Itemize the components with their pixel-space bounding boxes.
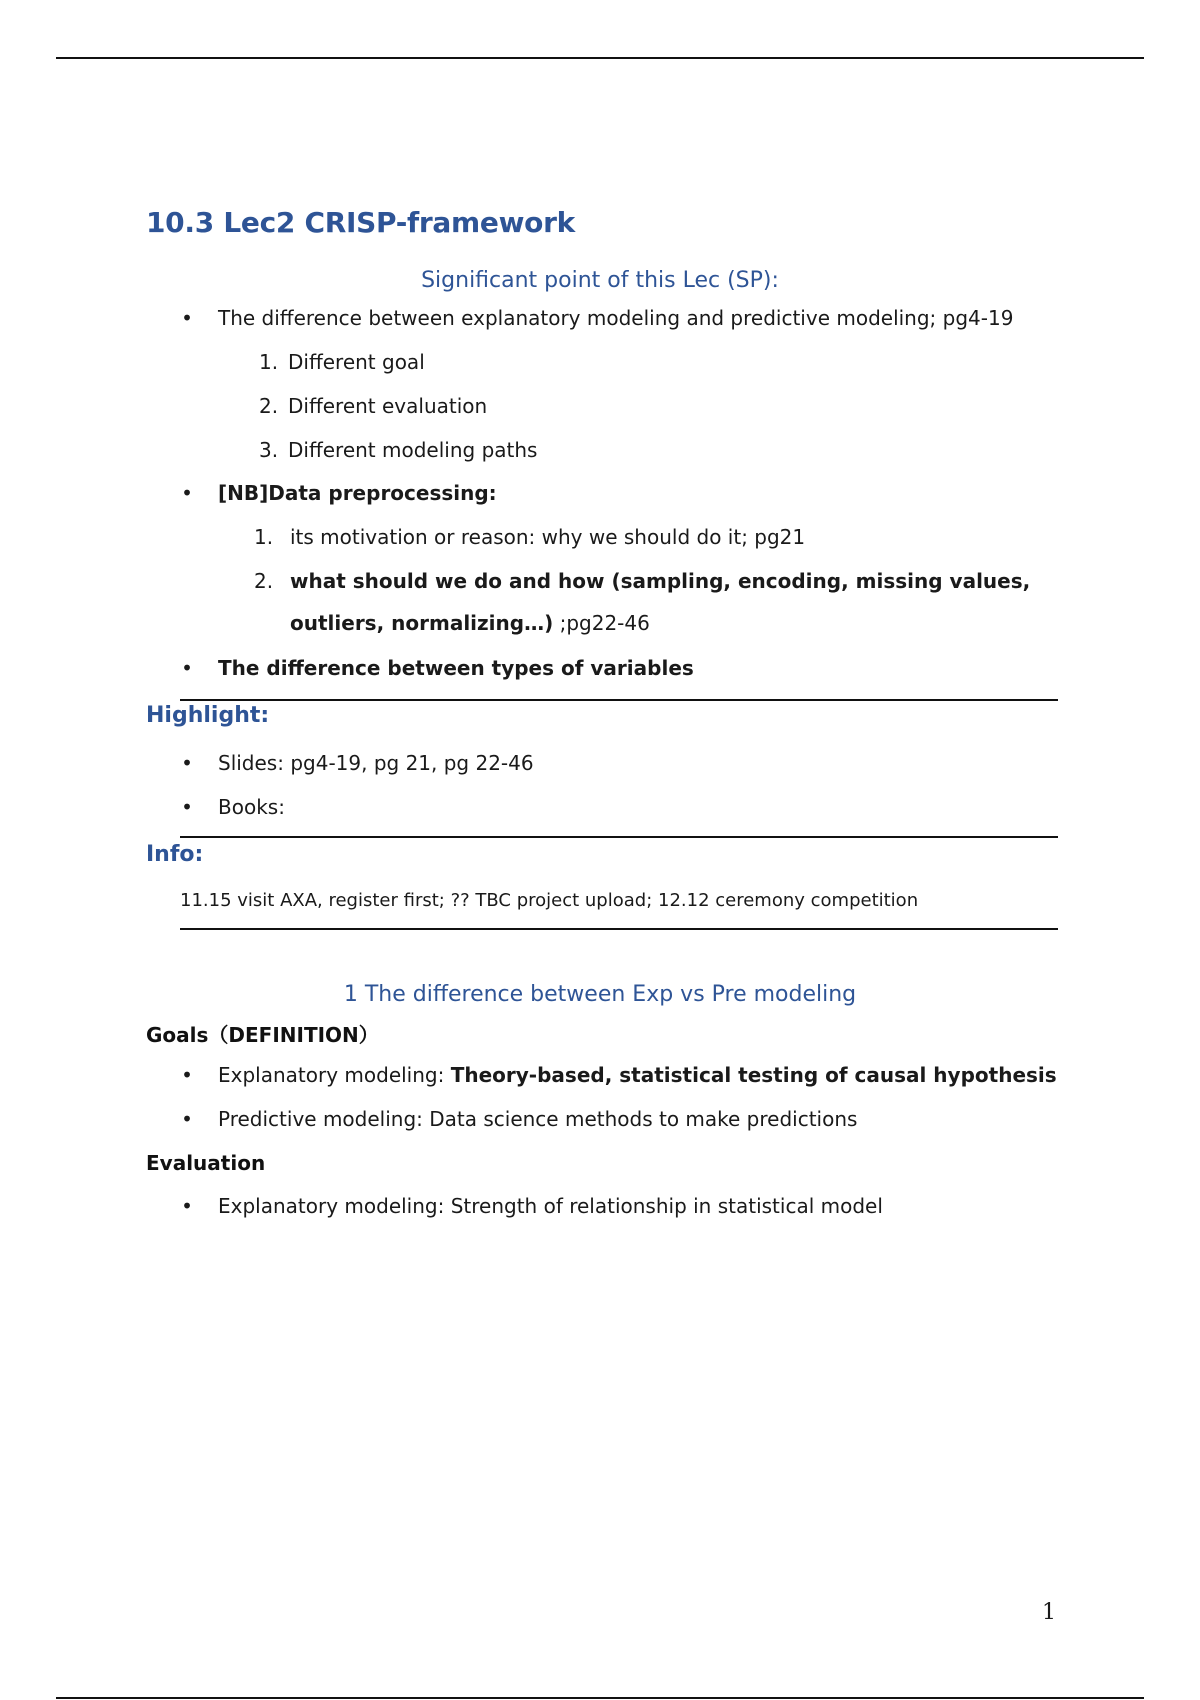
sp-heading: Significant point of this Lec (SP): xyxy=(421,268,779,293)
goals-label: Goals（DEFINITION） xyxy=(146,1023,379,1047)
list-item-text-cont: outliers, normalizing…) xyxy=(290,611,554,635)
page-title: 10.3 Lec2 CRISP-framework xyxy=(146,206,575,239)
page-ref: ;pg22-46 xyxy=(553,611,650,635)
sp-bullet-text: The difference between types of variables xyxy=(218,656,694,680)
sp-bullet-text: The difference between explanatory modeling and predictive modeling; pg4-19 xyxy=(218,306,1014,330)
bullet-icon: • xyxy=(181,1107,193,1131)
list-item-text: Different modeling paths xyxy=(288,438,538,462)
evaluation-item-text: Explanatory modeling: Strength of relationship in statistical model xyxy=(218,1194,883,1218)
bullet-icon: • xyxy=(181,656,193,680)
bullet-icon: • xyxy=(181,1063,193,1087)
list-number: 2. xyxy=(254,569,274,593)
list-number: 3. xyxy=(259,438,279,462)
list-item-text: what should we do and how (sampling, encoding, missing values, xyxy=(290,569,1031,593)
list-number: 1. xyxy=(254,525,274,549)
bullet-icon: • xyxy=(181,1194,193,1218)
bullet-icon: • xyxy=(181,481,193,505)
highlight-label: Highlight: xyxy=(146,703,270,728)
list-item-text: Different evaluation xyxy=(288,394,488,418)
list-number: 2. xyxy=(259,394,279,418)
goals-item-bold: Theory-based, statistical testing of causal hypothesis xyxy=(450,1063,1057,1087)
bullet-icon: • xyxy=(181,306,193,330)
divider xyxy=(180,928,1058,930)
info-text: 11.15 visit AXA, register first; ?? TBC project upload; 12.12 ceremony competition xyxy=(180,890,919,911)
bullet-icon: • xyxy=(181,795,193,819)
footer-rule xyxy=(56,1697,1144,1699)
page-number: 1 xyxy=(1042,1600,1056,1625)
sp-bullet-text: [NB]Data preprocessing: xyxy=(218,481,497,505)
header-rule xyxy=(56,57,1144,59)
list-item-text: its motivation or reason: why we should do it; pg21 xyxy=(290,525,806,549)
goals-item-text: Predictive modeling: Data science methods to make predictions xyxy=(218,1107,858,1131)
bullet-icon: • xyxy=(181,751,193,775)
goals-item-prefix: Explanatory modeling: xyxy=(218,1063,451,1087)
divider xyxy=(180,836,1058,838)
sp-sub2-item-2-cont xyxy=(290,611,650,635)
section-1-heading: 1 The difference between Exp vs Pre modeling xyxy=(343,982,857,1007)
goals-item-text xyxy=(218,1063,1057,1087)
divider xyxy=(180,699,1058,701)
highlight-item-text: Books: xyxy=(218,795,285,819)
info-label: Info: xyxy=(146,842,204,867)
highlight-item-text: Slides: pg4-19, pg 21, pg 22-46 xyxy=(218,751,534,775)
list-item-text: Different goal xyxy=(288,350,425,374)
evaluation-label: Evaluation xyxy=(146,1151,266,1175)
list-number: 1. xyxy=(259,350,279,374)
